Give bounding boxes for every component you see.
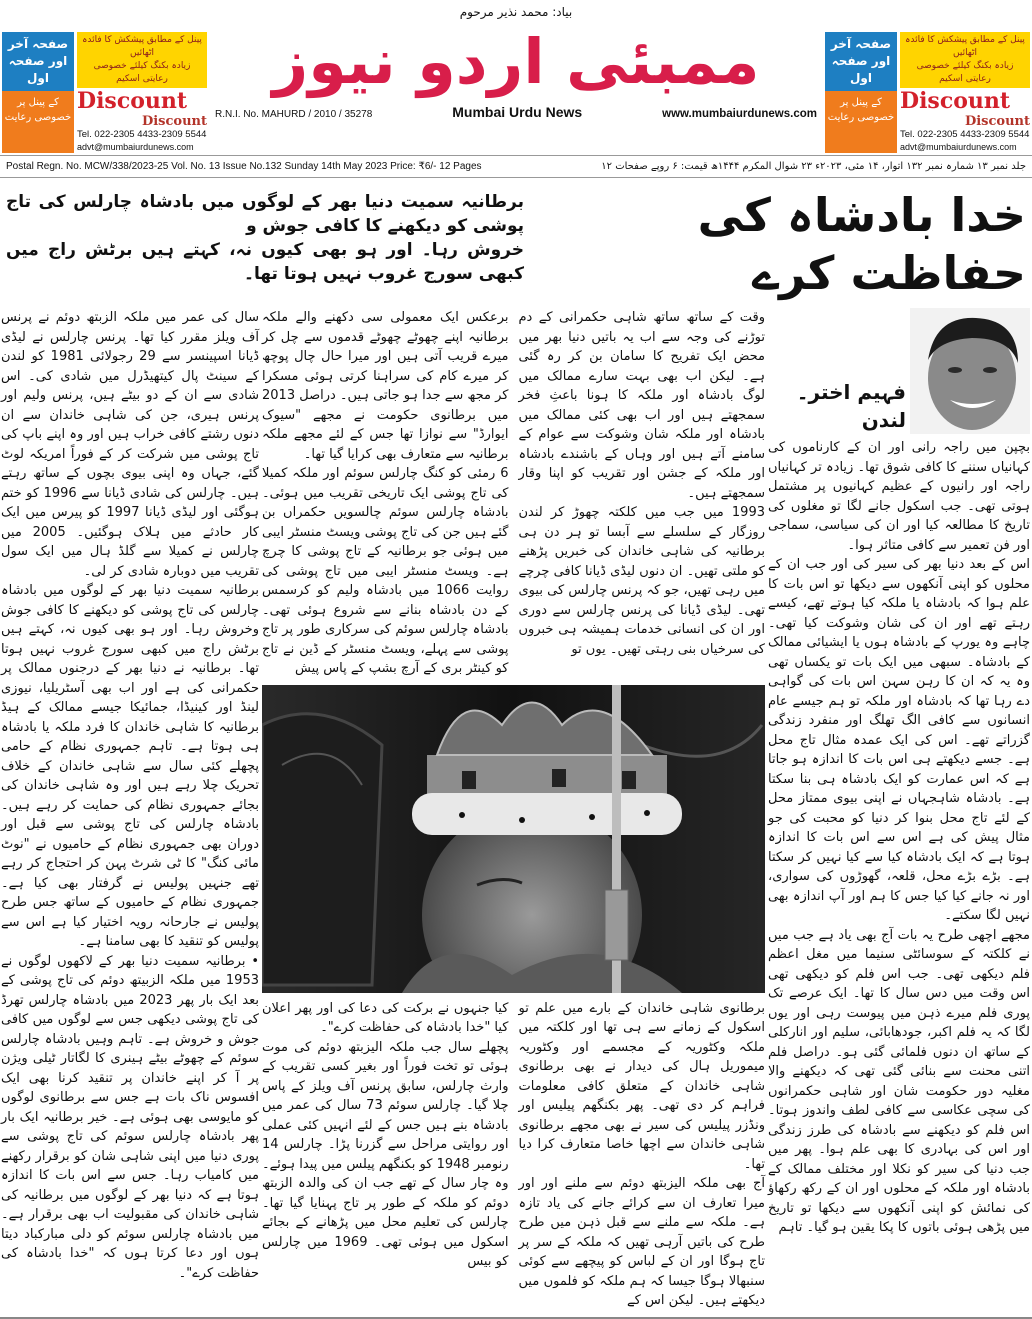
subhead-line-1: برطانیہ سمیت دنیا بھر کے لوگوں میں بادشاہ چارلس کی تاج پوشی کو دیکھنے کا کافی جوش و [6,192,524,236]
ad-email[interactable]: advt@mumbaiurdunews.com [77,142,194,152]
ad-telephone: Tel. 022-2305 4433-2309 5544 [77,129,207,140]
paragraph: وقت کے ساتھ ساتھ شاہی حکمرانی کے دم توڑنے کی وجہ سے اب یہ باتیں دنیا بھر میں محض ایک تفریح کا سامان بن کر رہ گئی ہے۔ لیکن اب بھی بہت سارے ممالک میں لوگ بادشاہ اور ملکہ کا ہونا باعثِ فخر سمجھتے ہیں اور اب بھی کئی ممالک میں بادشاہ اور ملکہ شان وشوکت سے عوام کے سامنے آتے ہیں اور وہاں کے باشندے بادشاہ اور ملکہ کے جشن اور تقریب کو اپنا وقار سمجھتے ہیں۔ [518,310,765,501]
dateline-urdu: جلد نمبر ۱۳ شمارہ نمبر ۱۳۲ اتوار، ۱۴ مئی، ۲۰۲۳ء ۲۳ شوال المکرم ۱۴۴۴ھ قیمت: ۶ روپے صفحات ۱۲ [601,161,1026,172]
ad-line1: پینل کے مطابق پیشکش کا فائدہ اٹھائیں [905,35,1025,58]
article-column-4 [1,308,259,1283]
ad-line2: زیادہ بکنگ کیلئے خصوصی رعایتی اسکیم [916,61,1014,84]
author-portrait-icon [910,308,1030,434]
discount-ad-right[interactable] [825,32,1030,153]
paragraph: کیا جنہوں نے برکت کی دعا کی اور پھر اعلان کیا "خدا بادشاہ کی حفاظت کرے"۔ [262,1000,509,1035]
ad-badge-bottom: کے پینل پر خصوصی رعایت [825,91,897,153]
ad-badge-bottom: کے پینل پر خصوصی رعایت [2,91,74,153]
headline: خدا بادشاہ کی حفاظت کرے [697,188,1026,300]
article-column-1 [768,438,1030,1238]
ad-discount-big: Discount [77,88,188,114]
ad-line2: زیادہ بکنگ کیلئے خصوصی رعایتی اسکیم [93,61,191,84]
dateline-english: Postal Regn. No. MCW/338/2023-25 Vol. No. 13 Issue No.132 Sunday 14th May 2023 Price: ₹6/- 12 Pages [6,161,482,172]
ad-discount-small: Discount [964,114,1030,129]
discount-ad-left[interactable] [2,32,207,153]
paragraph: برطانوی شاہی خاندان کے بارے میں علم تو اسکول کے زمانے سے ہی تھا اور کلکتہ میں ملکہ وکٹوریہ کے مجسمے اور وکٹوریہ میموریل ہال کی دیدار نے بھی برطانوی شاہی خاندان کے متعلق کافی معلومات فراہم کر دی تھی۔ پھر بکنگھم پیلیس اور ونڈزر پیلیس کی سیر نے بھی مجھے برطانوی شاہی خاندان سے اچھا خاصا متعارف کرا دیا تھا۔ [518,1000,765,1172]
ad-discount-small: Discount [141,114,207,129]
masthead [213,4,819,120]
paragraph: 1993 میں جب میں کلکتہ چھوڑ کر لندن روزگار کے سلسلے سے آبسا تو ہر دن ہی برطانیہ کی شاہی خاندان کی خبریں پڑھنے کو ملتی تھیں۔ ان دنوں لیڈی ڈیانا کافی چرچے میں رہی تھیں، جو کہ پرنس چارلس کی بیوی تھی۔ لیڈی ڈیانا کی پرنس چارلس سے دوری اور ان کی انسانی خدمات ہمیشہ ہی خبروں کی سرخیاں بنی رہتی تھیں۔ یوں تو [518,505,765,657]
byline: فہیم اختر۔ لندن [796,380,906,432]
paragraph: سال کی عمر میں ملکہ الزبتھ دوئم نے پرنس آف ویلز مقرر کیا تھا۔ پرنس چارلس نے لیڈی ڈیانا اسپینسر سے 29 رجولائی 1981 کو لندن کے سینٹ پال کیتھیڈرل میں شادی کی۔ اس شادی سے ان کے دو بیٹے ہیں، پرنس ولیم اور پرنس ہیری، جن کی شاہی خاندان سے ان دنوں رشتے کافی خراب ہیں اور وہ اپنے باپ کی تاج پوشی میں شرکت کر کے فوراً امریکہ لوٹ گئے، جہاں وہ اپنی بیوی بچوں کے ساتھ رہتے ہیں۔ چارلس کی شادی ڈیانا سے 1996 کو ختم ہوگئی اور لیڈی ڈیانا 1997 کو پیرس میں ایک کار حادثے میں ہلاک ہوگئیں۔ 2005 میں چارلس نے کمیلا سے گلڈ ہال میں ایک سول تقریب میں دوبارہ شادی کر لی۔ [1,310,260,579]
paragraph: پچھلے سال جب ملکہ الیزبتھ دوئم کی موت ہوئی تو تخت فوراً اور بغیر کسی تقریب کے وارث چارلس، سابق پرنس آف ویلز کے پاس چلا گیا۔ چارلس سوئم 73 سال کی عمر میں بادشاہ بنے ہیں جس کے لئے انہیں کئی عملی اور روایتی مراحل سے گزرنا پڑا۔ چارلس 14 رنومبر 1948 کو بکنگھم پیلس میں پیدا ہوئے۔ وہ چار سال کے تھے جب ان کی والدہ الزبتھ دوئم کو ملکہ کے طور پر تاج پہنایا گیا تھا۔ چارلس کی تعلیم محل میں پڑھانے کے بجائے اسکول میں ہوئی تھی۔ 1969 میں چارلس کو بیس [261,1039,509,1269]
website-link[interactable]: www.mumbaiurdunews.com [662,108,817,120]
king-charles-coronation-photo [262,685,765,993]
ad-yellow-panel [900,32,1030,88]
article-column-3-top [262,308,509,679]
ad-main [77,32,207,153]
middle-columns [262,308,765,1311]
crown-portrait-icon [262,685,765,993]
middle-bottom-columns [262,999,765,1311]
paragraph: آج بھی ملکہ الیزبتھ دوئم سے ملنے اور اور میرا تعارف ان سے کرائے جانے کی یاد تازہ ہے۔ ملکہ سے ملنے سے قبل ذہن میں طرح طرح کی باتیں آرہی تھیں کہ ملکہ کے سر پر تاج ہوگا اور ان کے لباس کو پیچھے سے کوئی سنبھالا ہوگا جیسا کہ ہم ملکہ کو فلموں میں دیکھتے ہیں۔ لیکن اس کے [518,1176,765,1308]
ad-yellow-panel [77,32,207,88]
ad-telephone: Tel. 022-2305 4433-2309 5544 [900,129,1030,140]
paragraph: مجھے اچھی طرح یہ بات آج بھی یاد ہے جب میں نے کلکتہ کے سوسائٹی سنیما میں مغل اعظم فلم دیکھی تھی۔ جب اس فلم کو دیکھی تھی اس وقت میں دس سال کا تھا۔ ایک عرصے تک پوری فلم میرے ذہن میں پیوست رہی اور یوں لگا کہ یہ فلم اکبر، جودھابائی، سلیم اور انارکلی کے ساتھ ان دنوں فلمائی گئی ہو۔ دراصل فلم اتنی محنت سے بنائی گئی تھی کہ دیکھنے والا مغلیہ دور حکومت شان اور شاہی حکمرانوں کی سچی عکاسی سے کافی لطف واندوز ہوتا۔ اس فلم کو دیکھنے سے بادشاہ کی طرز زندگی اور اس کی بہادری کا بھی علم ہوا۔ پھر میں جب دنیا کی سیر کو نکلا اور مختلف ممالک کے بادشاہ اور ملکہ کے محلوں اور ان کے رکھ رکھاؤ کی نمائش کو اپنی آنکھوں سے دیکھا تو تاریخ میں پڑھی ہوئی باتوں کا پکا یقین ہو گیا۔ تاہم [768,927,1030,1235]
subhead [6,186,524,286]
dedication: بیاد: محمد نذیر مرحوم [459,5,573,19]
author-block [768,308,1030,434]
ad-main [900,32,1030,153]
ad-badges [2,32,74,153]
subhead-line-2: خروش رہا۔ اور ہو بھی کیوں نہ، کہتے ہیں برٹش راج میں کبھی سورج غروب نہیں ہوتا تھا۔ [6,240,524,284]
footer-rule [0,1317,1032,1319]
ad-badge-top: صفحہ آخر اور صفحہ اول [825,32,897,91]
author-photo [910,308,1030,434]
right-column [768,308,1030,1238]
ad-badge-top: صفحہ آخر اور صفحہ اول [2,32,74,91]
ad-badges [825,32,897,153]
article-body [0,308,1032,1317]
english-name: Mumbai Urdu News [452,104,583,120]
ad-line1: پینل کے مطابق پیشکش کا فائدہ اٹھائیں [82,35,202,58]
article-column-3-bottom [262,999,509,1272]
paragraph: • برطانیہ سمیت دنیا بھر کے لاکھوں لوگوں نے 1953 میں ملکہ الزبیتھ دوئم کی تاج پوشی کے بعد ایک بار پھر 2023 میں بادشاہ چارلس تھرڈ کی تاج پوشی دیکھی جس سے لوگوں میں کافی جوش و خروش ہے۔ تاہم وہیں بادشاہ چارلس سوئم کے چھوٹے بیٹے ہینری کا لگاتار ٹیلی ویژن پر آ کر اپنے خاندان پر تنقید کرنا بھی ایک افسوس ناک بات ہے جس سے برطانوی لوگوں کو مایوسی بھی ہوئی ہے۔ خیر برطانیہ ایک بار پھر بادشاہ چارلس سوئم کی تاج پوشی سے پوری دنیا میں اپنی شاہی شان کو برقرار رکھنے میں کامیاب رہا۔ جس سے اس بات کا اندازہ ہوتا ہے کہ دنیا بھر کے لوگوں میں برطانیہ کی شاہی خاندان کی مقبولیت اب بھی برقرار ہے۔ میں بادشاہ چارلس سوئم کو دلی مبارکباد دیتا ہوں اور دعا کرتا ہوں کہ "خدا بادشاہ کی حفاظت کرے"۔ [1,953,259,1281]
paragraph: اس کے بعد دنیا بھر کی سیر کی اور جب ان کے محلوں کو اپنی آنکھوں سے دیکھا تو اس بات کا علم ہوا کہ بادشاہ یا ملکہ کیا ہوتے تھے، کیسے رہتے تھے اور ان کی شان وشوکت کیا تھی۔ چاہے وہ یورپ کے بادشاہ ہوں یا ایشیائی ممالک کے بادشاہ۔ سبھی میں ایک بات تو یکساں تھی وہ یہ کہ ان کا رہن سہن اس بات کی گواہی دے رہا تھا کہ بادشاہ اور ملکہ تو ہم جیسے عام انسانوں سے کافی الگ تھلگ اور منفرد زندگی گزراتے تھے۔ اس کی ایک عمدہ مثال تاج محل ہے۔ جسے دیکھتے ہی اس بات کا اندازہ ہو جاتا ہے کہ اس عمارت کو ایک بادشاہ ہی بنا سکتا ہے۔ بادشاہ شاہجہاں نے اپنی بیوی ممتاز محل کے لئے تاج محل بنوا کر دنیا کو محبت کی جو مثال پیش کی ہے اس سے اس بات کا اندازہ ہوتا ہے کہ ایک بادشاہ کیا سے کیا نہیں کر سکتا ہے۔ بڑے بڑے محل، قلعہ، گھوڑوں کی سواری، اور نہ جانے کیا کیا جس کا ہم اور آپ اندازہ بھی نہیں لگا سکتے۔ [768,557,1030,923]
paragraph: بچپن میں راجہ رانی اور ان کے کارناموں کی کہانیاں سننے کا کافی شوق تھا۔ زیادہ تر کہانیاں راجہ اور رانیوں کے عظیم کہانیوں پر مشتمل ہوتی تھی۔ جب اسکول جانے لگا تو مغلوں کی تاریخ کا مطالعہ کیا اور ان کی سیاسی، سماجی اور فن تعمیر سے کافی متاثر ہوا۔ [768,440,1030,553]
middle-top-columns [262,308,765,679]
rni-number: R.N.I. No. MAHURD / 2010 / 35278 [215,109,373,120]
article-column-2-top [519,308,766,659]
paragraph: برعکس ایک معمولی سی دکھنے والے ملکہ برطانیہ اپنے چھوٹے چھوٹے قدموں سے چل کر میرے قریب آتی ہیں اور میرا حال چال پوچھ کر میرے کام کی سراہنا کرتی ہوئی مسکرا کر مجھ سے جدا ہو جاتی ہیں۔ دراصل 2013 میں برطانوی حکومت نے مجھے "سیوک ایوارڈ" سے نوازا تھا جس کے لئے مجھے ملکہ برطانیہ سے متعارف بھی کرایا گیا تھا۔ [262,310,509,462]
dateline [0,156,1032,177]
paragraph: برطانیہ سمیت دنیا بھر کے لوگوں میں بادشاہ چارلس کی تاج پوشی کو دیکھنے کا کافی جوش وخروش رہا۔ اور ہو بھی کیوں نہ، کہتے ہیں برٹش راج میں کبھی سورج غروب نہیں ہوتا تھا۔ برطانیہ نے دنیا بھر کے درجنوں ممالک پر حکمرانی کی ہے اور اب بھی آسٹریلیا، نیوزی لینڈ اور کینیڈا، جمائیکا جیسے ممالک کے ہیڈ برطانیہ کا شاہی خاندان کا فرد ملکہ یا بادشاہ ہی ہوتا ہے۔ تاہم جمہوری نظام کے حامی پچھلے کئی سال سے شاہی خاندان کے خلاف تحریک چلا رہے ہیں اور وہ شاہی خاندان کی بجائے جمہوری نظام کی حمایت کر رہے ہیں۔ بادشاہ چارلس کی تاج پوشی سے قبل اور دوران بھی جمہوری نظام کے حامیوں نے "نوٹ مائی کنگ" کا ٹی شرٹ پہن کر احتجاج کر رہے تھے جنہیں پولیس نے گرفتار بھی کیا ہے۔ جمہوری نظام کے حامیوں کے ساتھ جس طرح پولیس نے جارحانہ رویہ اختیار کیا ہے اس سے پولیس کو تنقید کا بھی سامنا ہے۔ [1,583,259,949]
masthead-row [0,0,1032,155]
masthead-info [213,104,819,120]
headline-row [0,178,1032,308]
ad-discount-big: Discount [900,88,1011,114]
article-column-2-bottom [519,999,766,1311]
ad-email[interactable]: advt@mumbaiurdunews.com [900,142,1017,152]
left-column [1,308,259,1283]
masthead-logo[interactable]: ممبئی اردو نیوز [272,25,760,98]
paragraph: 6 رمئی کو کنگ چارلس سوئم اور ملکہ کمیلا کی تاج پوشی ایک تاریخی تقریب میں ہوئی۔ بادشاہ چارلس سوئم چالسویں حکمراں بن گئے ہیں جن کی تاج پوشی ویسٹ منسٹر ایبی میں ہوئی جو برطانیہ کے تاج پوشی کا چرچ ہے۔ ویسٹ منسٹر ایبی میں تاج پوشی کی روایت 1066 میں بادشاہ ولیم کو کرسمس کے دن بادشاہ بنانے سے شروع ہوئی تھی۔ بادشاہ چارلس سوئم کی سرکاری طور پر تاج پوشی سے پہلے، ویسٹ منسٹر کے ڈین نے تاج کو کینٹر بری کے آرچ بشپ کے پاس پیش [262,466,509,676]
